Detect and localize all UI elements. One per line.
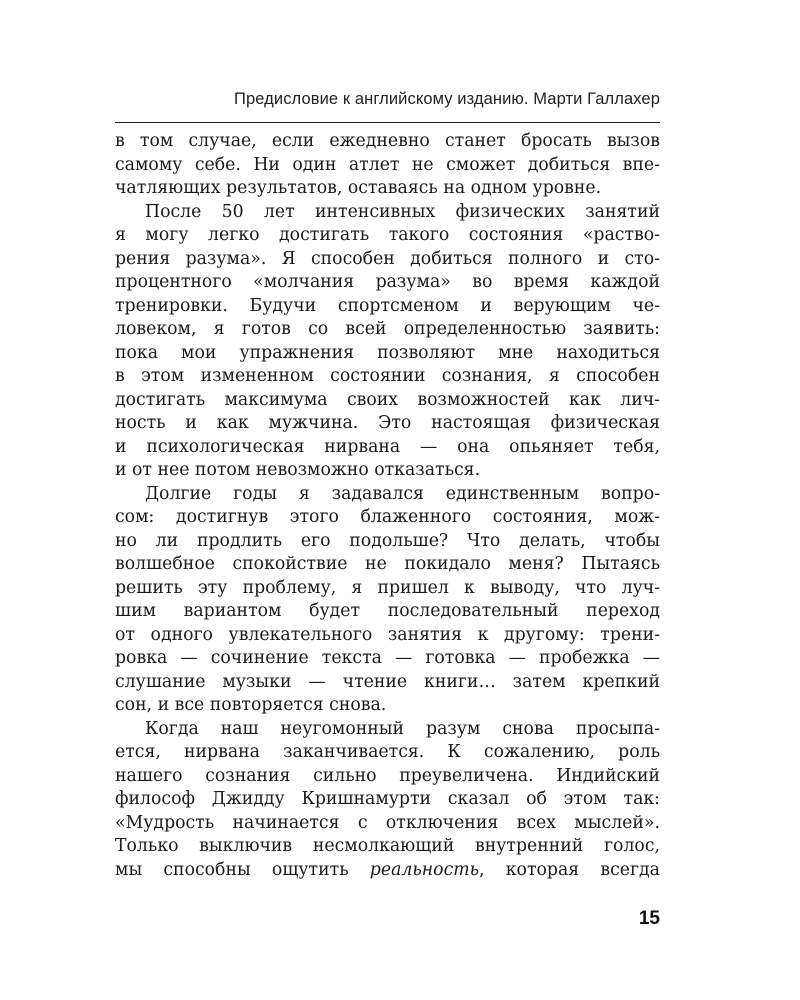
running-head: Предисловие к английскому изданию. Марти Галлахер	[234, 90, 660, 108]
text-line: чатляющих результатов, оставаясь на одном уровне.	[115, 178, 602, 198]
text-line: самому себе. Ни один атлет не сможет добиться впе-	[115, 154, 660, 175]
text-line: достигать максимума своих возможностей как лич-	[115, 389, 660, 410]
text-line: сом: достигнув этого блаженного состояния, мож-	[115, 507, 660, 527]
text-line: в том случае, если ежедневно станет бросать вызов	[115, 131, 660, 151]
text-line: волшебное спокойствие не покидало меня? Пытаясь	[115, 554, 660, 574]
text-line: я могу легко достигать такого состояния «раство-	[115, 225, 660, 245]
paragraph-first-line: После 50 лет интенсивных физических занятий	[145, 201, 660, 222]
text-line: шим вариантом будет последовательный переход	[115, 601, 660, 621]
paragraph-first-line: Долгие годы я задавался единственным вопро-	[145, 483, 660, 504]
text-line: нашего сознания сильно преувеличена. Индийский	[115, 765, 660, 786]
text-fragment: мы способны ощутить	[115, 859, 349, 880]
text-line: «Мудрость начинается с отключения всех мыслей».	[115, 812, 660, 833]
body-text	[115, 130, 660, 882]
page-number: 15	[638, 908, 660, 929]
text-fragment: , которая всегда	[479, 859, 660, 880]
header-rule	[115, 122, 660, 123]
paragraph-first-line: Когда наш неугомонный разум снова просыпа-	[145, 718, 660, 739]
text-line: тренировки. Будучи спортсменом и верующим че-	[115, 295, 660, 316]
text-line: пока мои упражнения позволяют мне находиться	[115, 342, 660, 363]
text-line: ность и как мужчина. Это настоящая физическая	[115, 413, 660, 433]
text-line: слушание музыки — чтение книги… затем крепкий	[115, 671, 660, 692]
text-line: и психологическая нирвана — она опьяняет тебя,	[115, 436, 660, 457]
text-line: и от нее потом невозможно отказаться.	[115, 460, 481, 480]
text-line: от одного увлекательного занятия к другому: трени-	[115, 624, 660, 645]
italic-emphasis: реальность	[369, 859, 480, 880]
text-line: ровка — сочинение текста — готовка — пробежка —	[115, 648, 660, 668]
text-line: рения разума». Я способен добиться полного и сто-	[115, 248, 660, 269]
text-line: но ли продлить его подольше? Что делать, чтобы	[115, 530, 660, 551]
text-line-last	[115, 859, 660, 883]
text-line: процентного «молчания разума» во время каждой	[115, 272, 660, 292]
text-line: в этом измененном состоянии сознания, я способен	[115, 366, 660, 386]
text-line: сон, и все повторяется снова.	[115, 695, 387, 715]
text-line: философ Джидду Кришнамурти сказал об этом так:	[115, 789, 660, 809]
text-line: ловеком, я готов со всей определенностью заявить:	[115, 319, 660, 339]
text-line: ется, нирвана заканчивается. К сожалению, роль	[115, 742, 660, 762]
text-line: решить эту проблему, я пришел к выводу, что луч-	[115, 577, 660, 598]
text-line: Только выключив несмолкающий внутренний голос,	[115, 836, 660, 856]
